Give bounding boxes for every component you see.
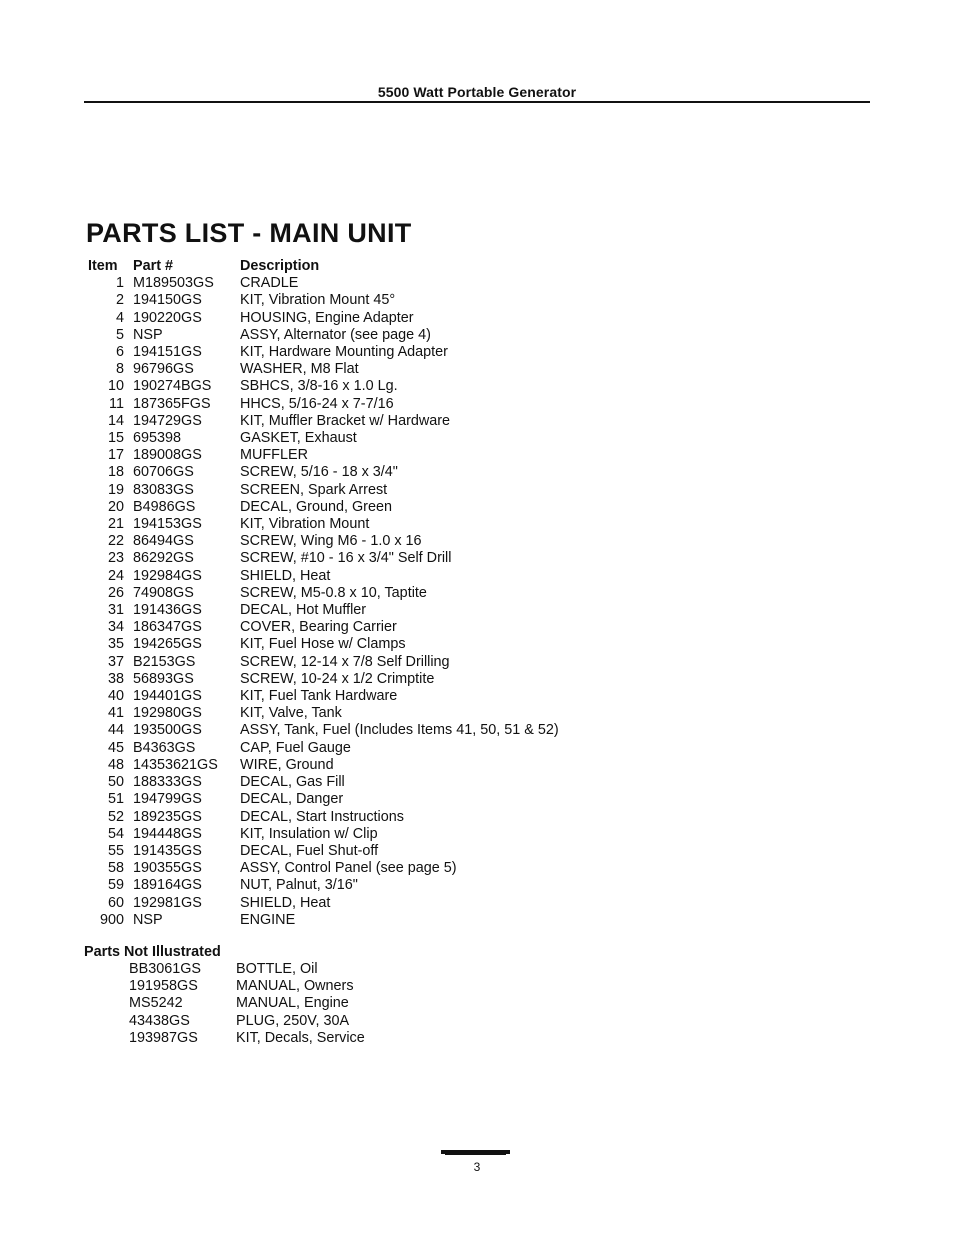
parts-table-header: [84, 258, 559, 275]
part-number: 194153GS: [133, 516, 202, 533]
part-description: WIRE, Ground: [240, 756, 334, 773]
part-description: SCREW, Wing M6 - 1.0 x 16: [240, 533, 422, 550]
item-number: 58: [107, 860, 124, 877]
item-number: 48: [107, 756, 124, 773]
part-description: COVER, Bearing Carrier: [240, 619, 397, 636]
part-description: HHCS, 5/16-24 x 7-7/16: [240, 395, 394, 412]
page-title: PARTS LIST - MAIN UNIT: [86, 218, 412, 248]
part-description: KIT, Muffler Bracket w/ Hardware: [240, 412, 451, 429]
part-number: 189164GS: [133, 877, 202, 894]
part-description: SCREW, 10-24 x 1/2 Crimptite: [240, 670, 435, 687]
part-description: MANUAL, Engine: [236, 995, 349, 1012]
item-number: 17: [107, 447, 124, 464]
footer-bar-underline: [445, 1154, 506, 1155]
part-number: B2153GS: [133, 653, 196, 670]
table-row: [84, 310, 559, 327]
part-number: 194151GS: [133, 344, 202, 361]
part-number: 86494GS: [133, 533, 194, 550]
part-description: PLUG, 250V, 30A: [236, 1012, 350, 1029]
table-row: [84, 809, 559, 826]
part-number: NSP: [133, 911, 163, 928]
item-number: 20: [107, 498, 124, 515]
item-number: 45: [107, 739, 124, 756]
item-number: 8: [115, 361, 124, 378]
table-row: [84, 396, 559, 413]
item-number: 1: [115, 275, 124, 292]
table-row: [84, 464, 559, 481]
part-number: 14353621GS: [133, 756, 218, 773]
item-number: 44: [107, 722, 124, 739]
table-row: [84, 826, 559, 843]
part-description: SCREW, #10 - 16 x 3/4" Self Drill: [240, 550, 452, 567]
table-row: [129, 1013, 365, 1030]
table-row: [84, 860, 559, 877]
table-row: [84, 447, 559, 464]
table-row: [84, 430, 559, 447]
part-description: ASSY, Tank, Fuel (Includes Items 41, 50, 51 & 52): [240, 722, 559, 739]
table-row: [84, 705, 559, 722]
item-number: 4: [115, 309, 124, 326]
part-number: 86292GS: [133, 550, 194, 567]
part-number: 43438GS: [129, 1012, 190, 1029]
part-number: B4363GS: [133, 739, 196, 756]
part-number: 193500GS: [133, 722, 202, 739]
table-row: [84, 619, 559, 636]
part-description: WASHER, M8 Flat: [240, 361, 359, 378]
part-number: 192984GS: [133, 567, 202, 584]
part-description: DECAL, Ground, Green: [240, 498, 392, 515]
item-number: 37: [107, 653, 124, 670]
part-number: 192980GS: [133, 705, 202, 722]
part-description: CRADLE: [240, 275, 299, 292]
item-number: 52: [107, 808, 124, 825]
item-number: 50: [107, 774, 124, 791]
table-row: [84, 482, 559, 499]
table-row: [84, 499, 559, 516]
part-description: KIT, Hardware Mounting Adapter: [240, 344, 448, 361]
part-number: 191435GS: [133, 842, 202, 859]
table-row: [84, 843, 559, 860]
table-row: [84, 602, 559, 619]
table-row: [84, 327, 559, 344]
part-description: KIT, Valve, Tank: [240, 705, 342, 722]
item-number: 40: [107, 688, 124, 705]
part-description: CAP, Fuel Gauge: [240, 739, 351, 756]
item-number: 26: [107, 584, 124, 601]
item-number: 10: [107, 378, 124, 395]
part-description: SHIELD, Heat: [240, 567, 331, 584]
part-description: ASSY, Alternator (see page 4): [240, 326, 431, 343]
part-number: NSP: [133, 326, 163, 343]
table-row: [84, 585, 559, 602]
part-number: 191436GS: [133, 602, 202, 619]
part-description: HOUSING, Engine Adapter: [240, 309, 414, 326]
part-description: KIT, Decals, Service: [236, 1029, 365, 1046]
table-row: [84, 654, 559, 671]
part-description: ENGINE: [240, 911, 296, 928]
table-row: [84, 877, 559, 894]
part-number: 60706GS: [133, 464, 194, 481]
part-number: 194401GS: [133, 688, 202, 705]
table-row: [84, 912, 559, 929]
table-row: [84, 413, 559, 430]
page-number: 3: [473, 1160, 481, 1174]
part-number: BB3061GS: [129, 961, 202, 977]
item-number: 11: [109, 395, 124, 412]
item-number: 5: [115, 326, 124, 343]
column-header-description: Description: [240, 258, 320, 274]
part-description: NUT, Palnut, 3/16": [240, 877, 358, 894]
part-description: SBHCS, 3/8-16 x 1.0 Lg.: [240, 378, 398, 395]
table-row: [84, 516, 559, 533]
part-description: KIT, Insulation w/ Clip: [240, 825, 378, 842]
item-number: 900: [99, 911, 124, 928]
table-row: [84, 774, 559, 791]
table-row: [84, 722, 559, 739]
part-description: DECAL, Danger: [240, 791, 344, 808]
table-row: [84, 636, 559, 653]
item-number: 35: [107, 636, 124, 653]
part-number: 187365FGS: [133, 395, 211, 412]
item-number: 38: [107, 670, 124, 687]
table-row: [84, 550, 559, 567]
item-number: 54: [107, 825, 124, 842]
header-title: 5500 Watt Portable Generator: [377, 84, 577, 100]
table-row: [129, 995, 365, 1012]
part-number: M189503GS: [133, 275, 214, 292]
not-illustrated-table: [129, 961, 365, 1047]
item-number: 6: [115, 344, 124, 361]
part-number: 189008GS: [133, 447, 202, 464]
part-description: MANUAL, Owners: [236, 978, 354, 995]
header-rule: [84, 101, 870, 103]
item-number: 14: [107, 412, 124, 429]
table-row: [84, 275, 559, 292]
table-row: [84, 895, 559, 912]
item-number: 55: [107, 842, 124, 859]
part-number: 695398: [133, 430, 182, 447]
part-number: 191958GS: [129, 978, 198, 995]
part-description: SCREW, 5/16 - 18 x 3/4": [240, 464, 398, 481]
table-row: [84, 688, 559, 705]
column-header-part: Part #: [133, 258, 173, 274]
item-number: 31: [107, 602, 124, 619]
table-row: [84, 361, 559, 378]
part-number: 190355GS: [133, 860, 202, 877]
part-description: KIT, Vibration Mount: [240, 516, 370, 533]
item-number: 41: [107, 705, 124, 722]
part-number: 194729GS: [133, 412, 202, 429]
part-number: 190220GS: [133, 309, 202, 326]
part-number: 186347GS: [133, 619, 202, 636]
part-number: 56893GS: [133, 670, 194, 687]
part-number: 96796GS: [133, 361, 194, 378]
part-number: B4986GS: [133, 498, 196, 515]
table-row: [84, 344, 559, 361]
part-number: 194265GS: [133, 636, 202, 653]
item-number: 21: [107, 516, 124, 533]
table-row: [129, 1030, 365, 1047]
part-description: DECAL, Start Instructions: [240, 808, 404, 825]
item-number: 60: [107, 894, 124, 911]
part-description: SCREW, 12-14 x 7/8 Self Drilling: [240, 653, 450, 670]
table-row: [84, 378, 559, 395]
item-number: 51: [107, 791, 124, 808]
table-row: [129, 961, 365, 978]
part-number: 193987GS: [129, 1029, 198, 1046]
table-row: [129, 978, 365, 995]
part-description: KIT, Fuel Hose w/ Clamps: [240, 636, 406, 653]
item-number: 18: [107, 464, 124, 481]
table-row: [84, 757, 559, 774]
part-number: 189235GS: [133, 808, 202, 825]
item-number: 19: [107, 481, 124, 498]
part-number: 83083GS: [133, 481, 194, 498]
part-number: 194150GS: [133, 292, 202, 309]
table-row: [84, 533, 559, 550]
table-row: [84, 568, 559, 585]
part-description: ASSY, Control Panel (see page 5): [240, 860, 457, 877]
part-number: 190274BGS: [133, 378, 212, 395]
part-number: 74908GS: [133, 584, 194, 601]
item-number: 59: [107, 877, 124, 894]
part-description: SHIELD, Heat: [240, 894, 331, 911]
item-number: 2: [115, 292, 124, 309]
part-description: KIT, Vibration Mount 45°: [240, 292, 396, 309]
part-description: SCREW, M5-0.8 x 10, Taptite: [240, 584, 427, 601]
column-header-item: Item: [88, 258, 118, 274]
parts-table: [84, 258, 559, 929]
not-illustrated-heading: Parts Not Illustrated: [84, 944, 221, 960]
item-number: 15: [107, 430, 124, 447]
part-description: SCREEN, Spark Arrest: [240, 481, 388, 498]
part-description: KIT, Fuel Tank Hardware: [240, 688, 398, 705]
part-description: GASKET, Exhaust: [240, 430, 357, 447]
item-number: 22: [107, 533, 124, 550]
part-number: 194799GS: [133, 791, 202, 808]
part-number: 188333GS: [133, 774, 202, 791]
part-description: DECAL, Fuel Shut-off: [240, 842, 379, 859]
part-description: BOTTLE, Oil: [236, 961, 318, 977]
item-number: 34: [107, 619, 124, 636]
table-row: [84, 791, 559, 808]
part-number: MS5242: [129, 995, 183, 1012]
part-description: DECAL, Hot Muffler: [240, 602, 367, 619]
table-row: [84, 292, 559, 309]
item-number: 23: [107, 550, 124, 567]
item-number: 24: [107, 567, 124, 584]
part-number: 194448GS: [133, 825, 202, 842]
table-row: [84, 740, 559, 757]
part-description: DECAL, Gas Fill: [240, 774, 345, 791]
part-number: 192981GS: [133, 894, 202, 911]
part-description: MUFFLER: [240, 447, 308, 464]
table-row: [84, 671, 559, 688]
